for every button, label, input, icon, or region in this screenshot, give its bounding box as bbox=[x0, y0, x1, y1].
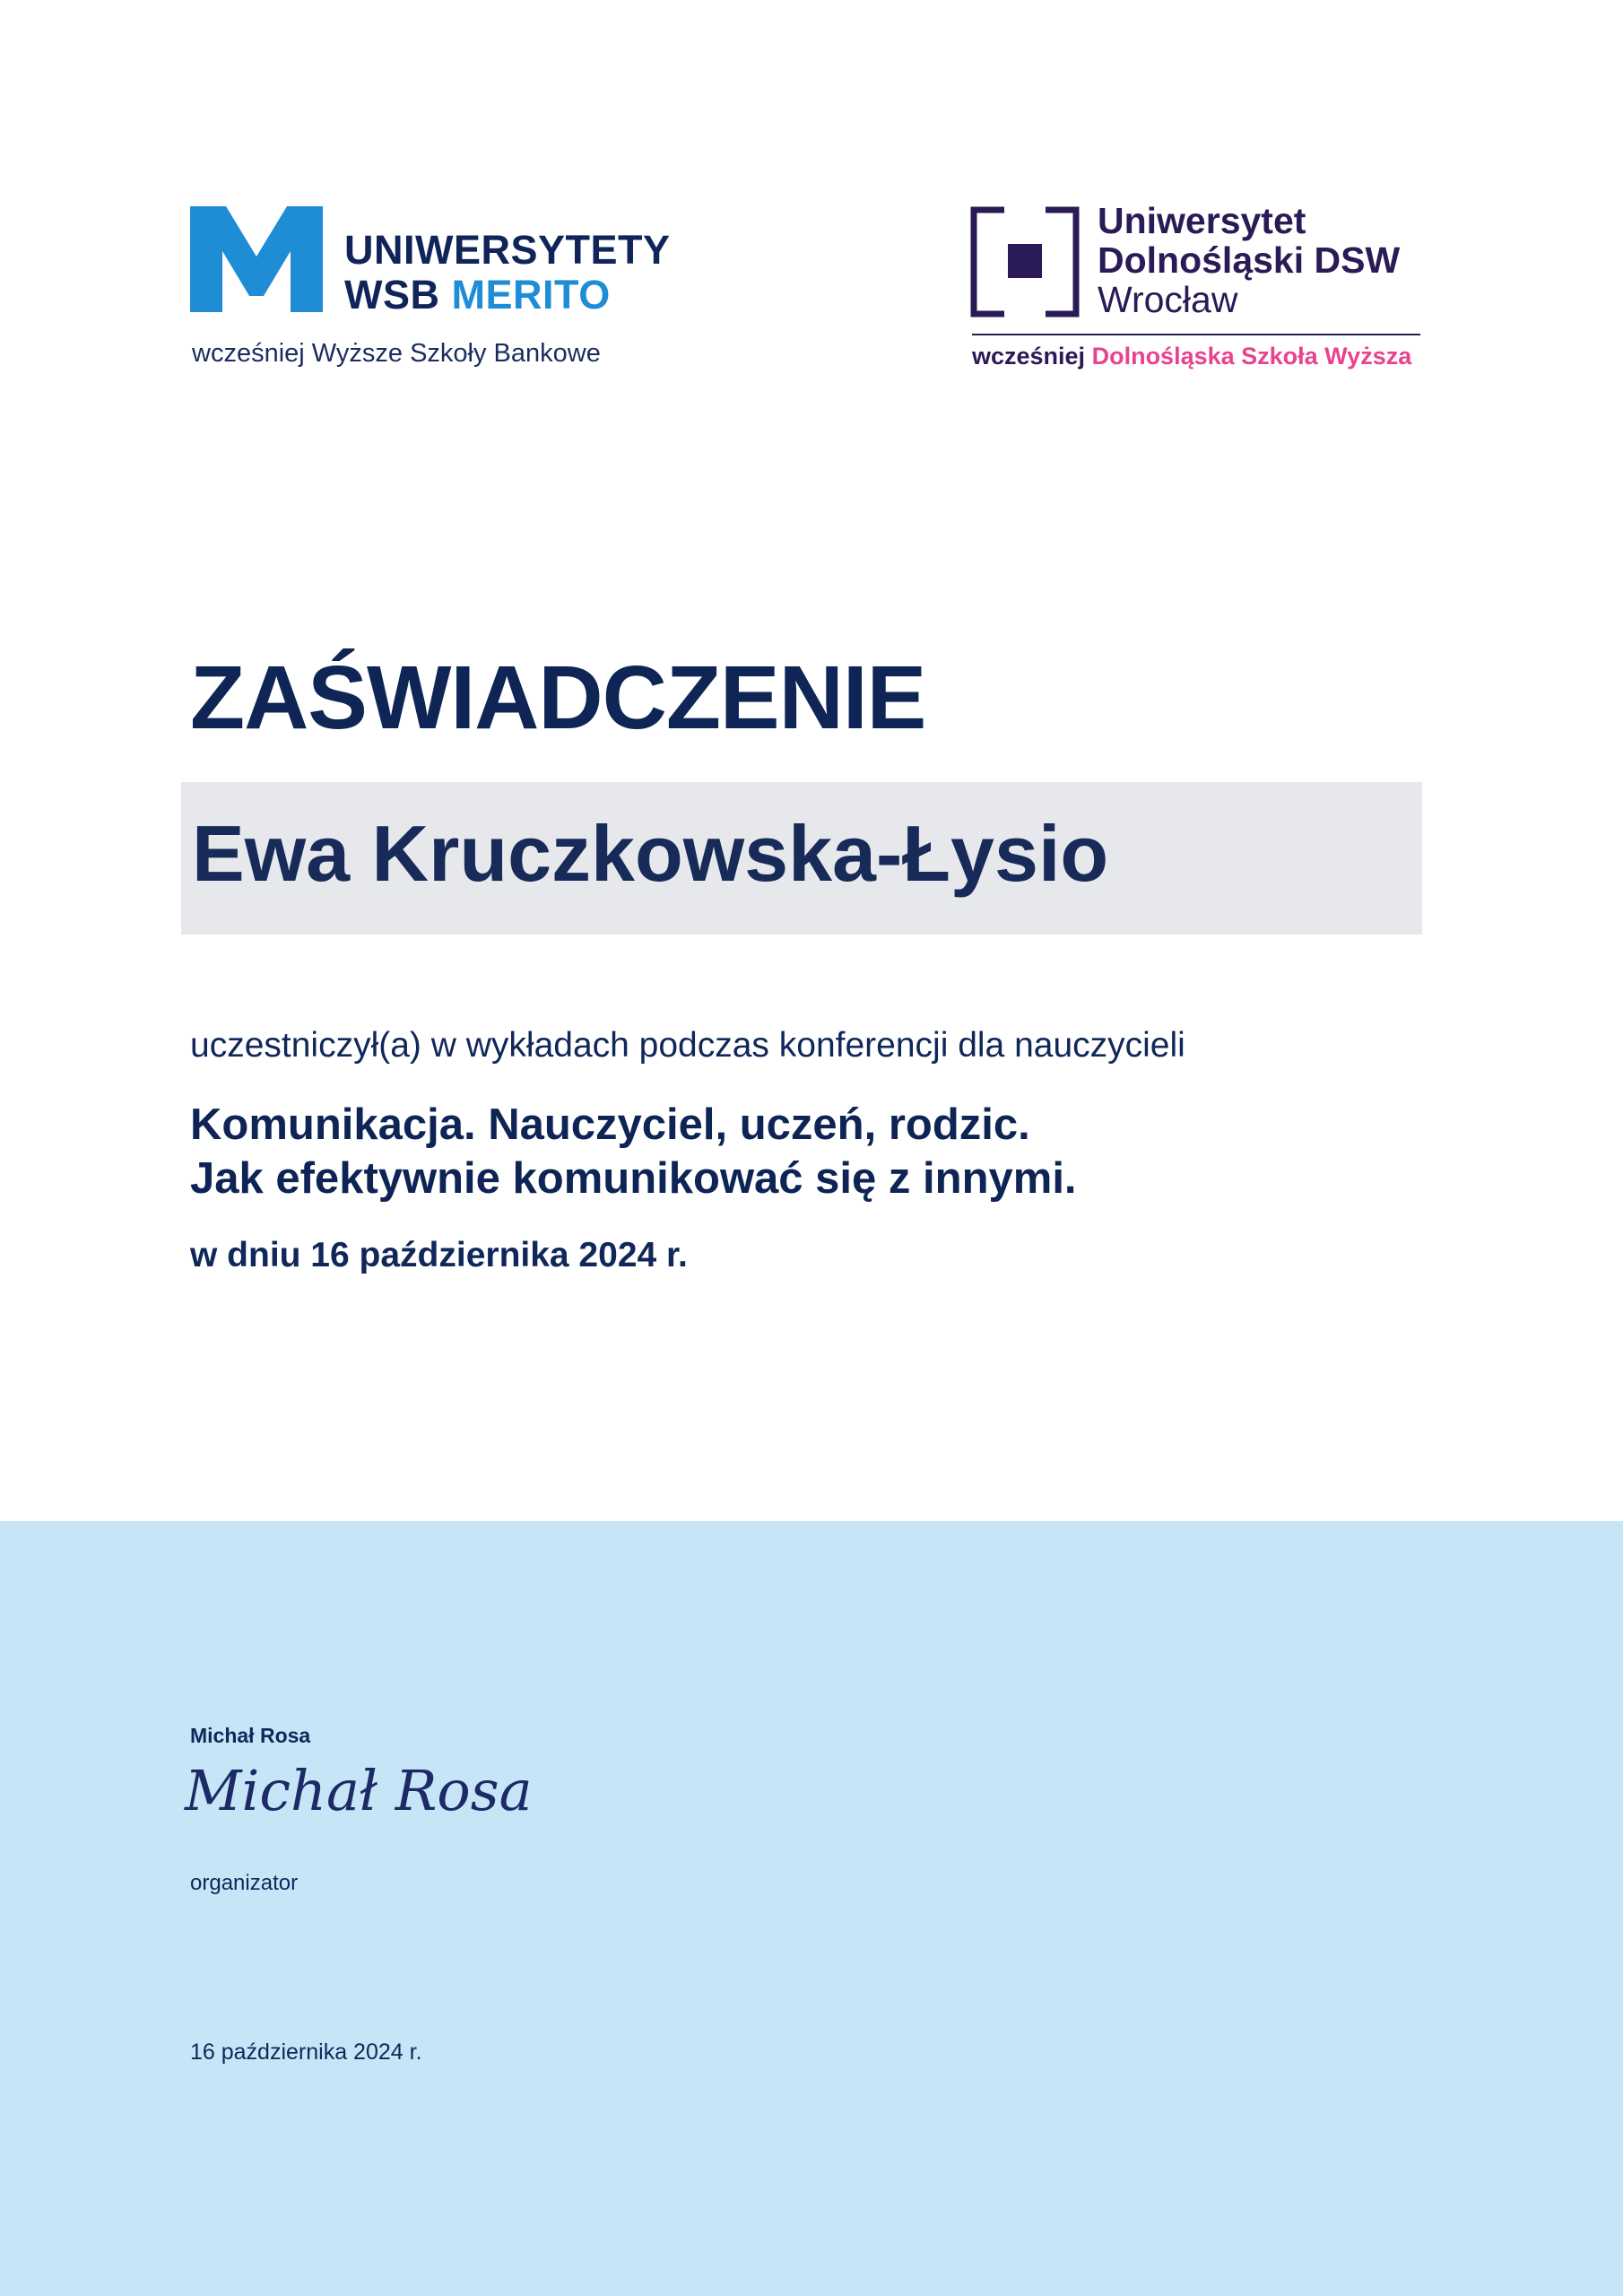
signer-role: organizator bbox=[190, 1871, 299, 1895]
dsw-logo bbox=[970, 201, 1419, 380]
dsw-name-line1: Uniwersytet bbox=[1098, 200, 1306, 241]
handwritten-signature: Michał Rosa bbox=[185, 1758, 533, 1823]
recipient-name: Ewa Kruczkowska-Łysio bbox=[192, 809, 1109, 898]
merito-wsb-text: WSB bbox=[344, 272, 440, 317]
dsw-subtitle-name: Dolnośląska Szkoła Wyższa bbox=[1091, 343, 1412, 370]
issue-date: 16 października 2024 r. bbox=[190, 2039, 422, 2065]
participation-text: uczestniczył(a) w wykładach podczas konferencji dla nauczycieli bbox=[190, 1026, 1185, 1065]
signer-name: Michał Rosa bbox=[190, 1724, 311, 1747]
dsw-subtitle-prefix: wcześniej bbox=[972, 343, 1086, 370]
certificate-title: ZAŚWIADCZENIE bbox=[190, 648, 926, 748]
merito-merito-text: MERITO bbox=[451, 272, 611, 317]
merito-name-line1: UNIWERSYTETY bbox=[344, 227, 671, 273]
dsw-name-line3: Wrocław bbox=[1098, 279, 1238, 320]
merito-subtitle: wcześniej Wyższe Szkoły Bankowe bbox=[192, 339, 601, 368]
signature-panel bbox=[0, 1521, 1623, 2296]
dsw-divider bbox=[972, 334, 1420, 335]
recipient-name-box bbox=[181, 782, 1422, 935]
dsw-name bbox=[1098, 201, 1400, 319]
conference-title bbox=[190, 1098, 1077, 1205]
conference-title-line2: Jak efektywnie komunikować się z innymi. bbox=[190, 1154, 1077, 1203]
dsw-bracket-logo-icon bbox=[970, 206, 1080, 317]
wsb-merito-logo bbox=[190, 204, 728, 384]
dsw-subtitle bbox=[972, 344, 1411, 369]
conference-title-line1: Komunikacja. Nauczyciel, uczeń, rodzic. bbox=[190, 1100, 1030, 1149]
merito-m-logo-icon bbox=[190, 206, 323, 312]
merito-name-line2 bbox=[344, 274, 611, 315]
dsw-name-line2: Dolnośląski DSW bbox=[1098, 239, 1401, 281]
conference-date: w dniu 16 października 2024 r. bbox=[190, 1236, 688, 1274]
